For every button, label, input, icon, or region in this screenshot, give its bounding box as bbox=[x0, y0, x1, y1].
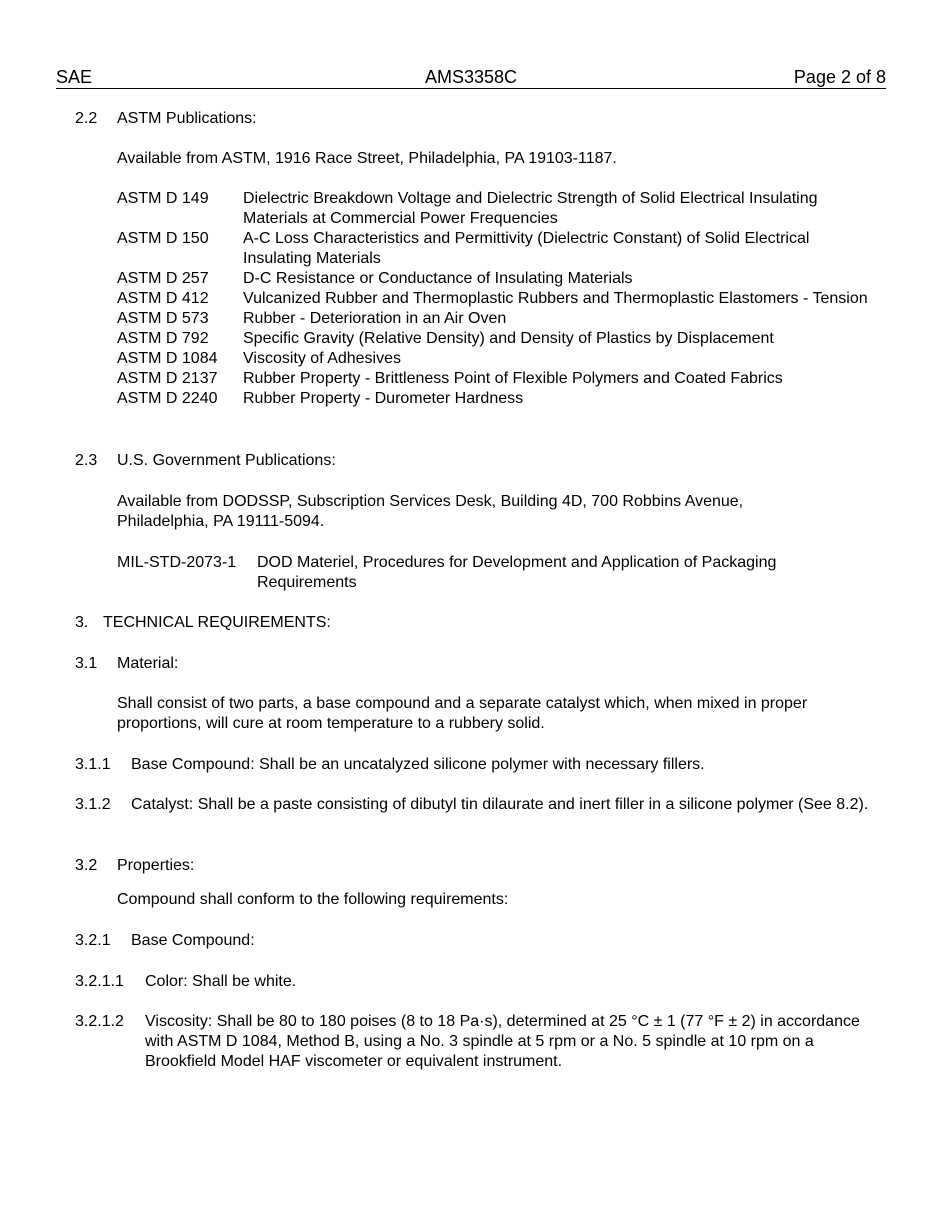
section-text: Catalyst: Shall be a paste consisting of dibutyl tin dilaurate and inert filler in a silicone polymer (See 8.2). bbox=[131, 796, 869, 813]
reference-code: ASTM D 412 bbox=[117, 290, 209, 307]
reference-code: ASTM D 2137 bbox=[117, 370, 218, 387]
reference-code: ASTM D 149 bbox=[117, 190, 209, 207]
reference-title: Vulcanized Rubber and Thermoplastic Rubbers and Thermoplastic Elastomers - Tension bbox=[243, 290, 868, 307]
section-title: Material: bbox=[117, 655, 179, 672]
reference-code: ASTM D 1084 bbox=[117, 350, 218, 367]
reference-item bbox=[117, 389, 877, 409]
reference-item bbox=[117, 229, 877, 269]
section-title: Properties: bbox=[117, 857, 195, 874]
mil-std-reference bbox=[117, 553, 877, 593]
reference-title: A-C Loss Characteristics and Permittivity (Dielectric Constant) of Solid Electrical Insulating Materials bbox=[243, 230, 810, 267]
section-number: 3.2.1.2 bbox=[75, 1013, 124, 1030]
section-number: 3.1.2 bbox=[75, 796, 111, 813]
reference-title: Viscosity of Adhesives bbox=[243, 350, 402, 367]
reference-item bbox=[117, 189, 877, 229]
section-title: TECHNICAL REQUIREMENTS: bbox=[103, 614, 331, 631]
reference-item bbox=[117, 329, 877, 349]
header-page-number: Page 2 of 8 bbox=[793, 67, 886, 87]
reference-code: ASTM D 573 bbox=[117, 310, 209, 327]
reference-title: Rubber Property - Durometer Hardness bbox=[243, 390, 524, 407]
reference-code: ASTM D 792 bbox=[117, 330, 209, 347]
section-number: 3.1 bbox=[75, 655, 98, 672]
reference-item bbox=[117, 369, 877, 389]
section-number: 3.1.1 bbox=[75, 756, 111, 773]
reference-item bbox=[117, 269, 877, 289]
section-text: Viscosity: Shall be 80 to 180 poises (8 to 18 Pa·s), determined at 25 °C ± 1 (77 °F ± 2) in accordance with ASTM D 1084, Method B, using a No. 3 spindle at 5 rpm or a No. 5 spindle at 10 rpm on a Brookfield Model HAF viscometer or equivalent instrument. bbox=[145, 1013, 860, 1070]
section-text: Color: Shall be white. bbox=[145, 973, 297, 990]
section-title: ASTM Publications: bbox=[117, 110, 257, 127]
header-org: SAE bbox=[56, 67, 93, 87]
properties-text: Compound shall conform to the following requirements: bbox=[117, 891, 509, 908]
section-title: U.S. Government Publications: bbox=[117, 452, 336, 469]
reference-code: ASTM D 150 bbox=[117, 230, 209, 247]
dodssp-availability: Available from DODSSP, Subscription Services Desk, Building 4D, 700 Robbins Avenue, Philadelphia, PA 19111-5094. bbox=[117, 493, 744, 530]
section-number: 3.2.1 bbox=[75, 932, 111, 949]
reference-title: DOD Materiel, Procedures for Development and Application of Packaging Requirements bbox=[257, 554, 777, 591]
reference-title: D-C Resistance or Conductance of Insulating Materials bbox=[243, 270, 633, 287]
section-number: 3. bbox=[75, 614, 89, 631]
reference-title: Rubber - Deterioration in an Air Oven bbox=[243, 310, 507, 327]
section-title: Base Compound: bbox=[131, 932, 255, 949]
reference-title: Rubber Property - Brittleness Point of Flexible Polymers and Coated Fabrics bbox=[243, 370, 783, 387]
reference-item bbox=[117, 309, 877, 329]
reference-code: MIL-STD-2073-1 bbox=[117, 554, 237, 571]
section-number: 2.2 bbox=[75, 110, 98, 127]
header-doc-number: AMS3358C bbox=[424, 67, 518, 87]
astm-availability: Available from ASTM, 1916 Race Street, Philadelphia, PA 19103-1187. bbox=[117, 150, 617, 167]
astm-reference-list bbox=[117, 189, 877, 409]
material-text: Shall consist of two parts, a base compound and a separate catalyst which, when mixed in proper proportions, will cure at room temperature to a rubbery solid. bbox=[117, 695, 808, 732]
reference-title: Specific Gravity (Relative Density) and Density of Plastics by Displacement bbox=[243, 330, 774, 347]
reference-item bbox=[117, 289, 877, 309]
section-number: 2.3 bbox=[75, 452, 98, 469]
page-header bbox=[56, 66, 886, 89]
reference-item bbox=[117, 349, 877, 369]
reference-title: Dielectric Breakdown Voltage and Dielectric Strength of Solid Electrical Insulating Materials at Commercial Power Frequencies bbox=[243, 190, 818, 227]
section-text: Base Compound: Shall be an uncatalyzed silicone polymer with necessary fillers. bbox=[131, 756, 705, 773]
section-number: 3.2.1.1 bbox=[75, 973, 124, 990]
reference-code: ASTM D 257 bbox=[117, 270, 209, 287]
reference-code: ASTM D 2240 bbox=[117, 390, 218, 407]
section-number: 3.2 bbox=[75, 857, 98, 874]
